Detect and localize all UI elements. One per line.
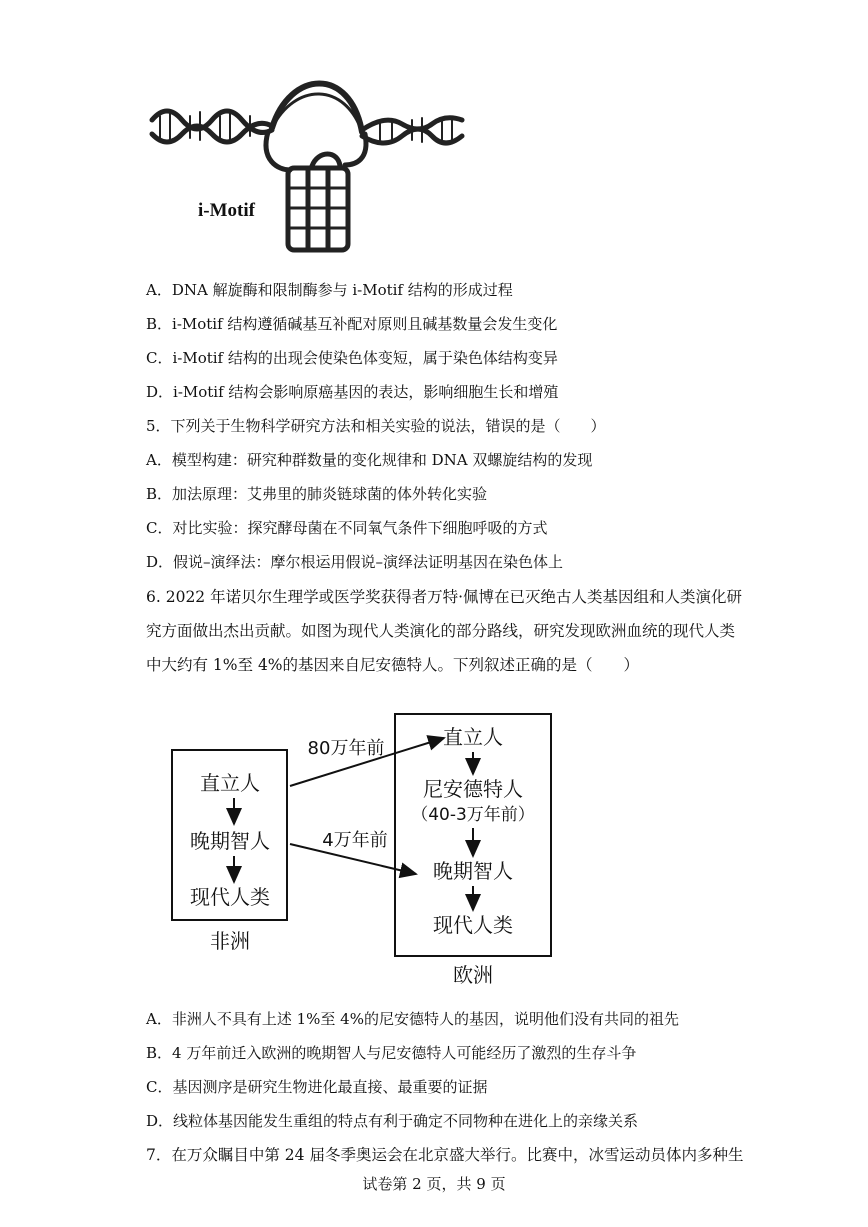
africa-modern-human: 现代人类 xyxy=(190,885,270,909)
q6-option-c: C．基因测序是研究生物进化最直接、最重要的证据 xyxy=(146,1078,488,1096)
q6-stem-line-3: 中大约有 1%至 4%的基因来自尼安德特人。下列叙述正确的是（ ） xyxy=(146,656,640,674)
q4-option-b: B．i-Motif 结构遵循碱基互补配对原则且碱基数量会发生变化 xyxy=(146,315,558,333)
arrow-label-40k: 4万年前 xyxy=(322,830,388,851)
q5-stem: 5．下列关于生物科学研究方法和相关实验的说法，错误的是（ ） xyxy=(146,417,606,435)
q5-option-d: D．假说–演绎法：摩尔根运用假说–演绎法证明基因在染色体上 xyxy=(146,553,564,571)
i-motif-label: i-Motif xyxy=(198,200,255,221)
q6-stem-line-1: 6. 2022 年诺贝尔生理学或医学奖获得者万特·佩博在已灭绝古人类基因组和人类演化研 xyxy=(146,588,743,606)
europe-neanderthal-period: （40-3万年前） xyxy=(411,805,535,825)
africa-erectus: 直立人 xyxy=(200,771,260,795)
q6-option-d: D．线粒体基因能发生重组的特点有利于确定不同物种在进化上的亲缘关系 xyxy=(146,1112,639,1130)
q5-option-c: C．对比实验：探究酵母菌在不同氧气条件下细胞呼吸的方式 xyxy=(146,519,548,537)
page-footer: 试卷第 2 页，共 9 页 xyxy=(362,1175,506,1193)
europe-neanderthal: 尼安德特人 xyxy=(423,777,523,801)
q5-option-a: A．模型构建：研究种群数量的变化规律和 DNA 双螺旋结构的发现 xyxy=(146,451,593,469)
q6-stem-line-2: 究方面做出杰出贡献。如图为现代人类演化的部分路线，研究发现欧洲血统的现代人类 xyxy=(146,622,736,640)
evolution-diagram xyxy=(150,700,570,1000)
i-motif-figure xyxy=(140,70,490,260)
arrow-label-800k: 80万年前 xyxy=(307,738,385,759)
q4-option-a: A．DNA 解旋酶和限制酶参与 i-Motif 结构的形成过程 xyxy=(146,281,513,299)
europe-late-sapiens: 晚期智人 xyxy=(433,859,513,883)
q6-option-a: A．非洲人不具有上述 1%至 4%的尼安德特人的基因，说明他们没有共同的祖先 xyxy=(146,1010,679,1028)
q4-option-d: D．i-Motif 结构会影响原癌基因的表达，影响细胞生长和增殖 xyxy=(146,383,559,401)
africa-caption: 非洲 xyxy=(210,929,250,953)
europe-erectus: 直立人 xyxy=(443,725,503,749)
europe-modern-human: 现代人类 xyxy=(433,913,513,937)
q4-option-c: C．i-Motif 结构的出现会使染色体变短，属于染色体结构变异 xyxy=(146,349,558,367)
europe-caption: 欧洲 xyxy=(453,963,493,987)
q6-option-b: B．4 万年前迁入欧洲的晚期智人与尼安德特人可能经历了激烈的生存斗争 xyxy=(146,1044,637,1062)
africa-late-sapiens: 晚期智人 xyxy=(190,829,270,853)
q7-stem: 7．在万众瞩目中第 24 届冬季奥运会在北京盛大举行。比赛中，冰雪运动员体内多种生 xyxy=(146,1146,744,1164)
q5-option-b: B．加法原理：艾弗里的肺炎链球菌的体外转化实验 xyxy=(146,485,488,503)
